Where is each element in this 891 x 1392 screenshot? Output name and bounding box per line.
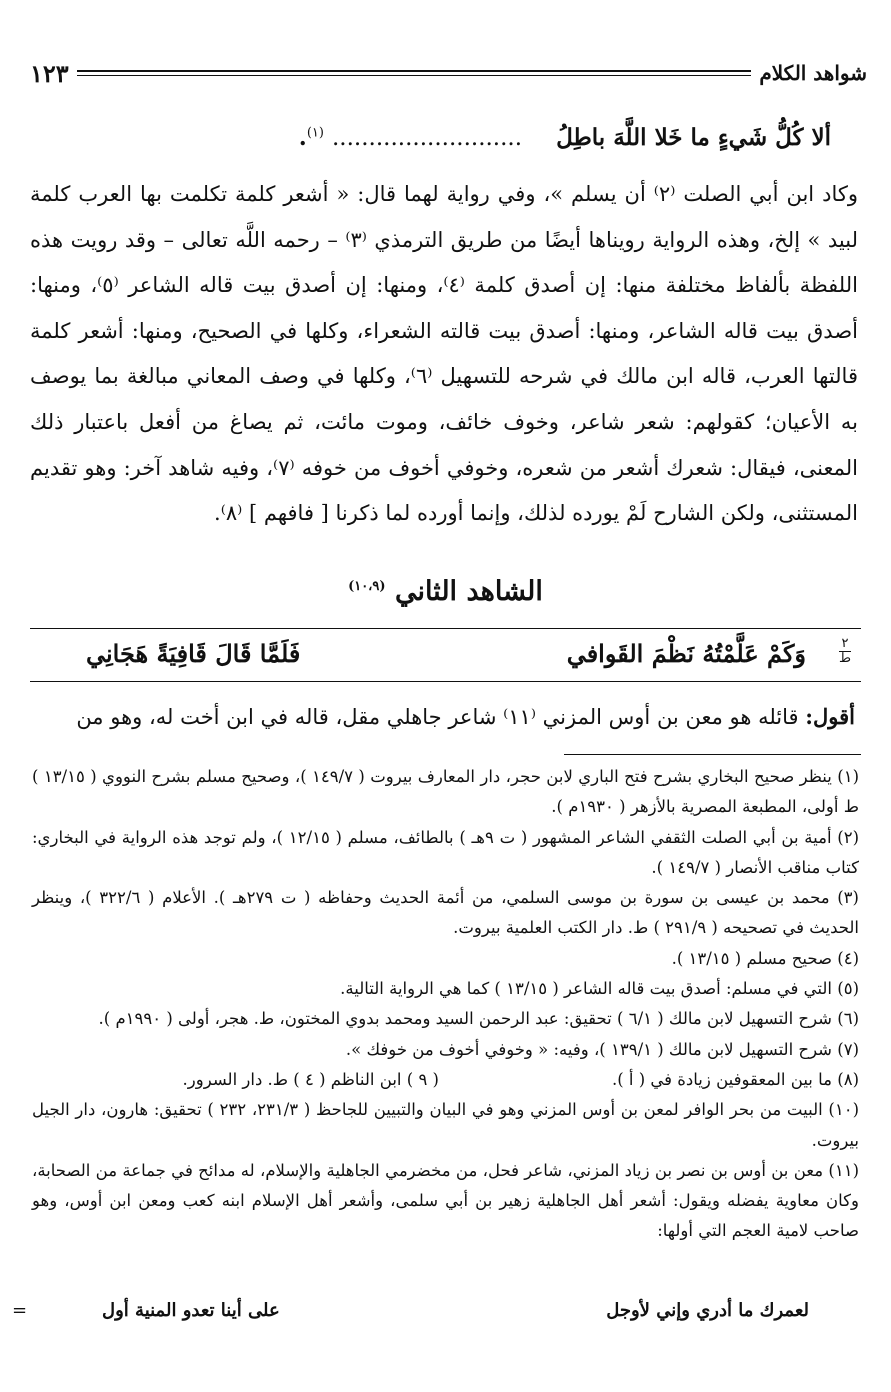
footnote-10: (١٠) البيت من بحر الوافر لمعن بن أوس المزني وهو في البيان والتبيين للجاحظ ( ٢٣١/٣، ٢٣٢ ) تحقيق: هارون، دار الجيل بيروت.	[32, 1100, 859, 1150]
opening-verse	[120, 124, 831, 151]
footnote-8: (٨) ما بين المعقوفين زيادة في ( أ ).	[611, 1069, 859, 1089]
paragraph-text: وكاد ابن أبي الصلت ⁽٢⁾ أن يسلم »، وفي رواية لهما قال: « أشعر كلمة تكلمت بها العرب كلمة لبيد » إلخ، وهذه الرواية رويناها أيضًا من طريق الترمذي ⁽٣⁾ – رحمه اللَّه تعالى – وقد رويت هذه اللفظة بألفاظ مختلفة منها: إن أصدق كلمة ⁽٤⁾، ومنها: إن أصدق بيت قاله الشاعر ⁽٥⁾، ومنها: أصدق بيت قاله الشاعر، ومنها: أصدق بيت قالته الشعراء، وكلها في الصحيح، ومنها: أشعر كلمة قالتها العرب، قاله ابن مالك في شرحه للتسهيل ⁽٦⁾، وكلها في وصف المعاني مبالغة بما يوصف به الأعيان؛ كقولهم: شعر شاعر، وخوف خائف، وموت مائت، ثم يصاغ من أفعل باعتبار ذلك المعنى، فيقال: شعرك أشعر من شعره، وخوفي أخوف من خوفه ⁽٧⁾، وفيه شاهد آخر: وهو تقديم المستثنى، ولكن الشارح لَمْ يورده لذلك، وإنما أورده لما ذكرنا [ فافهم ] ⁽٨⁾.	[30, 182, 858, 526]
poem-hemistich-second: على أينا تعدو المنية أول	[102, 1300, 280, 1321]
header-rule	[77, 70, 752, 76]
section-heading	[0, 576, 891, 607]
commentary-label: أقول:	[805, 704, 855, 729]
verse-number	[839, 637, 851, 666]
footnote-4: (٤) صحيح مسلم ( ١٣/١٥ ).	[671, 948, 859, 968]
commentary-line	[34, 700, 855, 734]
footnote-9: ( ٩ ) ابن الناظم ( ٤ ) ط. دار السرور.	[182, 1069, 439, 1089]
section-title: الشاهد الثاني	[394, 576, 543, 607]
poem-hemistich-first: لعمرك ما أدري وإني لأوجل	[606, 1300, 809, 1321]
footnotes	[32, 762, 859, 1247]
footnote-poem-line	[12, 1300, 859, 1330]
footnote-1: (١) ينظر صحيح البخاري بشرح فتح الباري لابن حجر، دار المعارف بيروت ( ١٤٩/٧ )، وصحيح مسلم بشرح النووي ( ١٣/١٥ ) ط أولى، المطبعة المصرية بالأزهر ( ١٩٣٠م ).	[32, 767, 859, 817]
footnote-2: (٢) أمية بن أبي الصلت الثقفي الشاعر المشهور ( ت ٩هـ ) بالطائف، مسلم ( ١٢/١٥ )، ولم توجد هذه الرواية في البخاري: كتاب مناقب الأنصار ( ١٤٩/٧ ).	[32, 827, 859, 877]
verse-number-top: ٢	[841, 636, 849, 651]
footnote-11: (١١) معن بن أوس بن نصر بن زياد المزني، شاعر فحل، من مخضرمي الجاهلية والإسلام، له مدائح في جماعة من الصحابة، وكان معاوية يفضله ويقول: أشعر أهل الجاهلية زهير بن أبي سلمى، وأشعر أهل الإسلام ابنه كعب ومعن ابن أوس، وهو صاحب لامية العجم التي أولها:	[32, 1160, 859, 1241]
running-title: شواهد الكلام	[759, 61, 867, 85]
footnote-ref: (١)	[306, 125, 324, 141]
section-ref: (١٠،٩)	[348, 579, 386, 594]
hemistich-first: وَكَمْ عَلَّمْتُهُ نَظْمَ القَوافي	[566, 639, 806, 668]
footnote-7: (٧) شرح التسهيل لابن مالك ( ١٣٩/١ )، وفيه: « وخوفي أخوف من خوفك ».	[345, 1039, 859, 1059]
verse-end: .	[298, 124, 307, 151]
continuation-mark: =	[12, 1300, 28, 1321]
verse-number-bottom: ط	[838, 651, 851, 666]
verse-box	[30, 628, 861, 682]
main-paragraph	[30, 172, 858, 537]
page-number: ١٢٣	[30, 58, 69, 88]
page-header	[30, 58, 867, 88]
footnote-6: (٦) شرح التسهيل لابن مالك ( ٦/١ ) تحقيق: عبد الرحمن السيد ومحمد بدوي المختون، ط. هجر، أولى ( ١٩٩٠م ).	[98, 1009, 859, 1029]
footnote-separator	[564, 754, 861, 755]
commentary-text: قائله هو معن بن أوس المزني ⁽١١⁾ شاعر جاهلي مقل، قاله في ابن أخت له، وهو من	[76, 705, 806, 729]
verse-text: ألا كُلُّ شَيءٍ ما خَلا اللَّهَ باطِلُ	[556, 124, 831, 151]
footnote-5: (٥) التي في مسلم: أصدق بيت قاله الشاعر ( ١٣/١٥ ) كما هي الرواية التالية.	[340, 979, 859, 999]
footnote-8-9	[32, 1065, 859, 1095]
verse-dots: ..........................	[331, 125, 523, 151]
hemistich-second: فَلَمَّا قَالَ قَافِيَةً هَجَانِي	[86, 639, 301, 668]
footnote-3: (٣) محمد بن عيسى بن سورة بن موسى السلمي، من أئمة الحديث وحفاظه ( ت ٢٧٩هـ ). الأعلام ( ٣٢٢/٦ )، وينظر الحديث في تصحيحه ( ٢٩١/٩ ) ط. دار الكتب العلمية بيروت.	[32, 888, 859, 938]
